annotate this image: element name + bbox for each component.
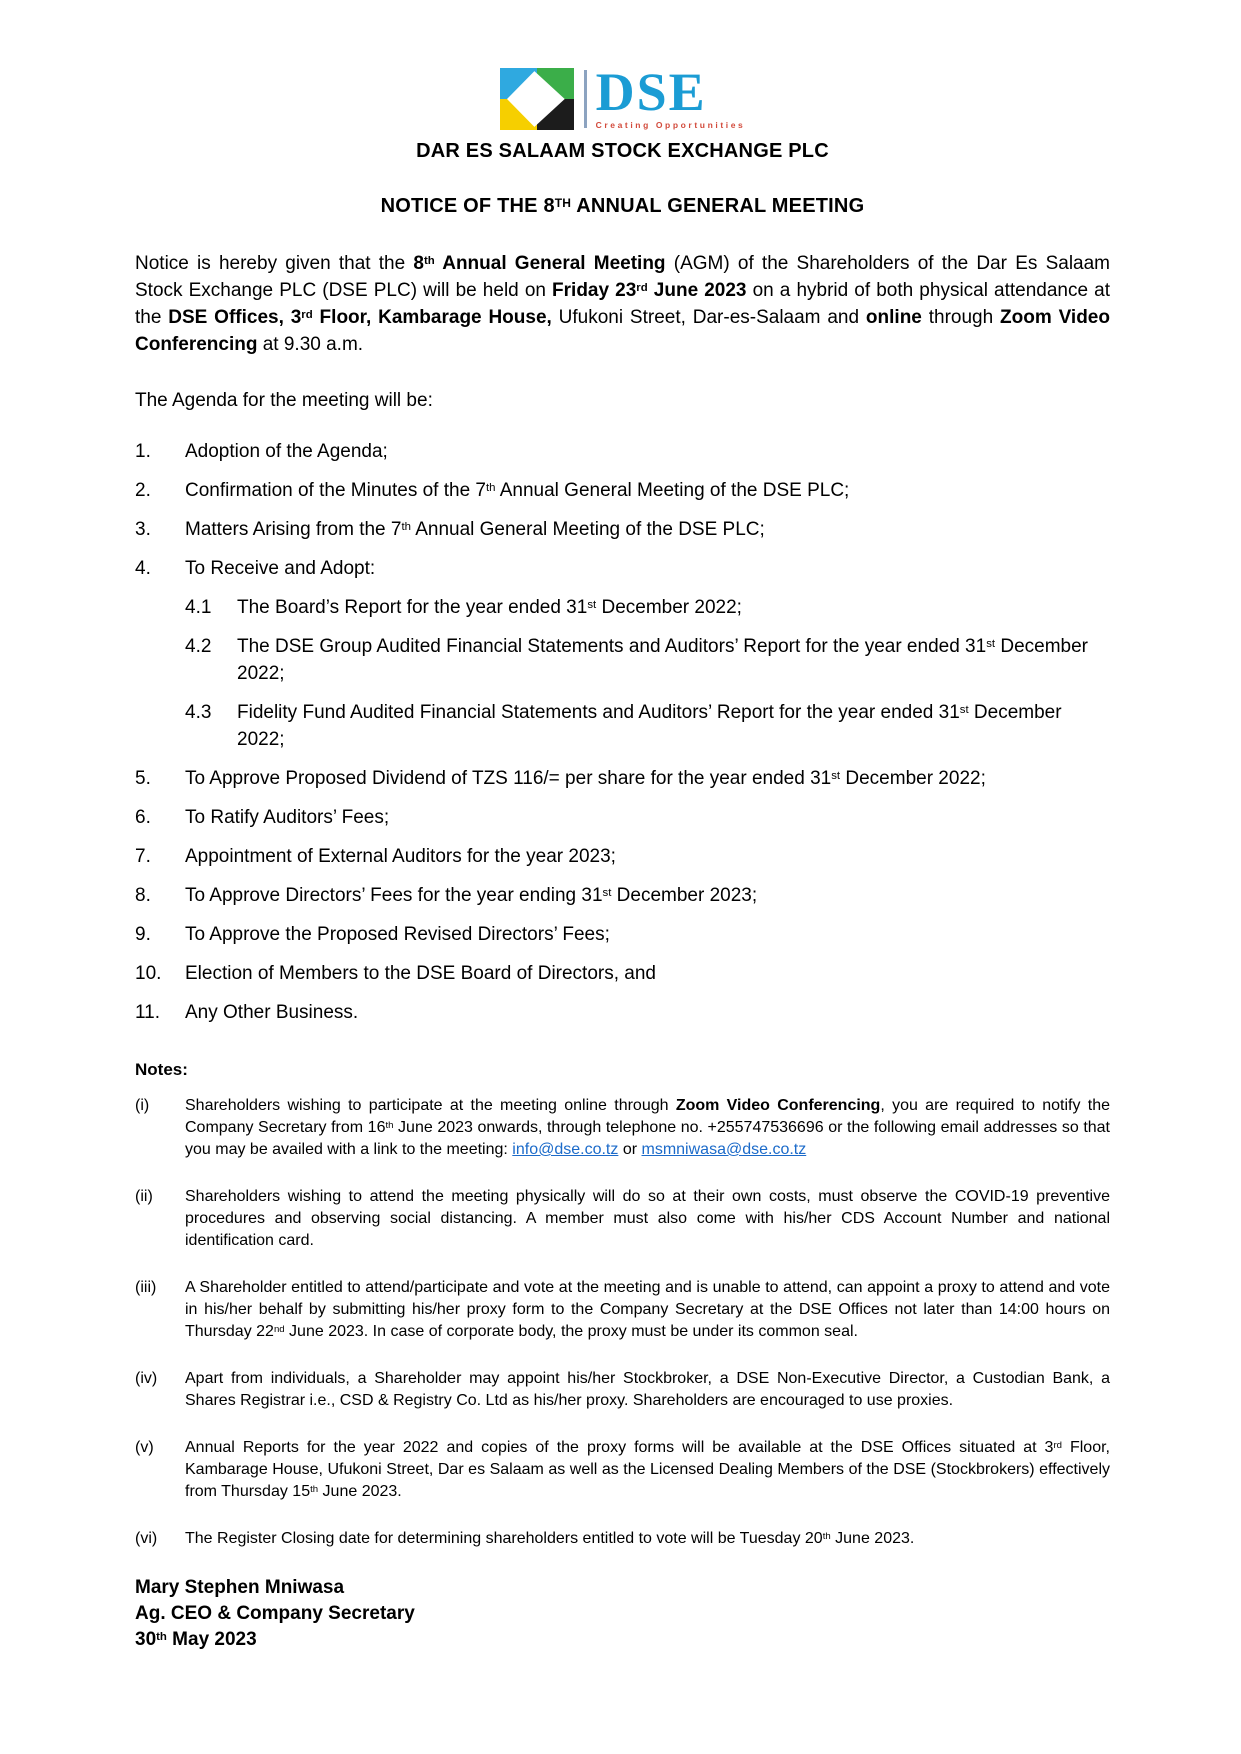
- text-segment: st: [602, 886, 612, 899]
- text-segment: December 2022;: [840, 768, 986, 789]
- text-segment: Appointment of External Auditors for the year 2023;: [185, 846, 616, 867]
- text-segment: Zoom Video Conferencing: [135, 307, 1110, 355]
- agenda-item-number: 2.: [135, 480, 151, 501]
- text-segment: June 2023: [647, 280, 747, 301]
- text-segment: Annual General Meeting of the DSE PLC;: [410, 519, 765, 540]
- text-segment: or: [618, 1141, 642, 1158]
- text-segment: st: [587, 598, 597, 611]
- text-segment: Adoption of the Agenda;: [185, 441, 388, 462]
- text-segment: Friday 23: [552, 280, 637, 301]
- agenda-item: [135, 921, 1110, 948]
- text-segment: June 2023.: [318, 1483, 402, 1500]
- text-segment: June 2023.: [830, 1530, 915, 1547]
- note-number: (vi): [135, 1530, 158, 1547]
- agenda-list: [135, 438, 1110, 1026]
- agenda-item-number: 6.: [135, 807, 151, 828]
- note-text: [185, 1095, 1110, 1161]
- agenda-item: [135, 516, 1110, 543]
- text-segment: th: [310, 1483, 319, 1495]
- text-segment: Annual Reports for the year 2022 and copies of the proxy forms will be available at the DSE Offices situated at 3: [185, 1439, 1054, 1456]
- text-segment: Election of Members to the DSE Board of Directors, and: [185, 963, 656, 984]
- agenda-item-text: [185, 804, 1110, 831]
- text-segment: Zoom Video Conferencing: [675, 1097, 881, 1114]
- text-segment: TH: [554, 195, 572, 210]
- text-segment: rd: [301, 308, 313, 321]
- text-segment: December 2022;: [237, 702, 1062, 750]
- text-segment: Shareholders wishing to participate at the meeting online through: [185, 1097, 676, 1114]
- text-segment: th: [401, 520, 411, 533]
- agenda-item: [135, 999, 1110, 1026]
- text-segment: th: [486, 481, 496, 494]
- text-segment: online: [865, 307, 922, 328]
- note-item: [135, 1437, 1110, 1503]
- agenda-item-text: [185, 516, 1110, 543]
- note-item: [135, 1277, 1110, 1343]
- agenda-sub-item-text: [237, 699, 1110, 753]
- text-segment: May 2023: [166, 1629, 257, 1650]
- dse-diamond-icon: [500, 68, 574, 130]
- text-segment: Notice is hereby given that the: [135, 253, 414, 274]
- text-segment: June 2023 onwards, through telephone no. +255747536696 or the following email addresses so that you may be availed with a link to the meeting:: [185, 1119, 1111, 1158]
- agenda-item: [135, 765, 1110, 792]
- text-segment: December 2022;: [237, 636, 1088, 684]
- agenda-sub-item-text: [237, 633, 1110, 687]
- email-link[interactable]: info@dse.co.tz: [512, 1141, 619, 1158]
- agenda-sub-item-number: 4.2: [185, 636, 212, 657]
- text-segment: rd: [1053, 1439, 1062, 1451]
- agenda-lead: The Agenda for the meeting will be:: [135, 390, 433, 411]
- agenda-sub-item-number: 4.3: [185, 702, 212, 723]
- text-segment: through: [921, 307, 1001, 328]
- text-segment: To Approve the Proposed Revised Directors’ Fees;: [185, 924, 610, 945]
- text-segment: th: [385, 1119, 394, 1131]
- text-segment: Ufukoni Street, Dar-es-Salaam and: [551, 307, 866, 328]
- agenda-item: [135, 477, 1110, 504]
- agenda-item-number: 9.: [135, 924, 151, 945]
- company-name: DAR ES SALAAM STOCK EXCHANGE PLC: [416, 140, 829, 162]
- agenda-item-text: [185, 960, 1110, 987]
- signature-block: [135, 1575, 1110, 1653]
- logo-separator: [584, 70, 587, 128]
- note-text: [185, 1186, 1110, 1252]
- agenda-item-text: [185, 843, 1110, 870]
- text-segment: Floor, Kambarage House,: [312, 307, 552, 328]
- agenda-item-number: 1.: [135, 441, 151, 462]
- notes-list: [135, 1095, 1110, 1550]
- agenda-sub-item-text: [237, 594, 1110, 621]
- agenda-item-text: [185, 882, 1110, 909]
- text-segment: DSE Offices, 3: [168, 307, 302, 328]
- agenda-item-text: [185, 555, 1110, 582]
- text-segment: th: [423, 254, 435, 267]
- agenda-item-text: [185, 921, 1110, 948]
- text-segment: To Approve Directors’ Fees for the year ending 31: [185, 885, 603, 906]
- text-segment: Annual General Meeting of the DSE PLC;: [495, 480, 850, 501]
- notice-title: [135, 195, 1110, 218]
- text-segment: 8: [413, 253, 424, 274]
- text-segment: Fidelity Fund Audited Financial Statements and Auditors’ Report for the year ended 31: [237, 702, 960, 723]
- text-segment: 30: [135, 1629, 157, 1650]
- text-segment: Confirmation of the Minutes of the 7: [185, 480, 486, 501]
- agenda-item: [135, 960, 1110, 987]
- text-segment: December 2022;: [596, 597, 742, 618]
- agenda-sub-item: [185, 633, 1110, 687]
- text-segment: December 2023;: [611, 885, 758, 906]
- text-segment: Matters Arising from the 7: [185, 519, 402, 540]
- signatory-title: Ag. CEO & Company Secretary: [135, 1603, 415, 1624]
- agenda-sub-item: [185, 699, 1110, 753]
- text-segment: ANNUAL GENERAL MEETING: [571, 195, 865, 217]
- signature-date: [135, 1627, 1110, 1653]
- text-segment: th: [156, 1630, 167, 1643]
- text-segment: st: [831, 769, 841, 782]
- agenda-item-number: 8.: [135, 885, 151, 906]
- text-segment: The DSE Group Audited Financial Statements and Auditors’ Report for the year ended 31: [237, 636, 987, 657]
- text-segment: Annual General Meeting: [434, 253, 666, 274]
- agenda-item: [135, 555, 1110, 582]
- note-text: [185, 1528, 1110, 1550]
- agenda-item-text: [185, 438, 1110, 465]
- agenda-item: [135, 882, 1110, 909]
- agenda-item-number: 7.: [135, 846, 151, 867]
- dse-tagline: Creating Opportunities: [595, 119, 746, 130]
- text-segment: , you are required to notify the Company Secretary from 16: [185, 1097, 1110, 1136]
- text-segment: Any Other Business.: [185, 1002, 359, 1023]
- email-link[interactable]: msmniwasa@dse.co.tz: [641, 1141, 807, 1158]
- dse-logo: [135, 62, 1110, 130]
- note-text: [185, 1437, 1110, 1503]
- agenda-item: [135, 438, 1110, 465]
- note-number: (i): [135, 1097, 150, 1114]
- agenda-item-number: 5.: [135, 768, 151, 789]
- text-segment: (AGM) of the Shareholders of the Dar Es Salaam Stock Exchange PLC (DSE PLC) will be held on: [135, 253, 1110, 301]
- text-segment: rd: [636, 281, 648, 294]
- text-segment: NOTICE OF THE 8: [380, 195, 555, 217]
- note-text: [185, 1368, 1110, 1412]
- text-segment: th: [822, 1530, 831, 1542]
- text-segment: st: [986, 637, 996, 650]
- agenda-item-number: 4.: [135, 558, 151, 579]
- note-item: [135, 1186, 1110, 1252]
- logo-text: [595, 62, 746, 130]
- agenda-item-text: [185, 477, 1110, 504]
- note-item: [135, 1528, 1110, 1550]
- agenda-item: [135, 804, 1110, 831]
- text-segment: at 9.30 a.m.: [257, 334, 364, 355]
- agenda-item: [135, 843, 1110, 870]
- agenda-sub-item: [185, 594, 1110, 621]
- text-segment: To Ratify Auditors’ Fees;: [185, 807, 390, 828]
- text-segment: Floor, Kambarage House, Ufukoni Street, Dar es Salaam as well as the Licensed Dealing Members of the DSE (Stockbrokers) effectively from Thursday 15: [185, 1439, 1110, 1500]
- text-segment: The Board’s Report for the year ended 31: [237, 597, 588, 618]
- text-segment: To Receive and Adopt:: [185, 558, 376, 579]
- agenda-sub-item-number: 4.1: [185, 597, 212, 618]
- note-text: [185, 1277, 1110, 1343]
- agenda-item-text: [185, 765, 1110, 792]
- text-segment: The Register Closing date for determining shareholders entitled to vote will be Tuesday 20: [185, 1530, 823, 1547]
- text-segment: st: [959, 703, 969, 716]
- dse-wordmark: DSE: [595, 62, 707, 123]
- agenda-item-number: 11.: [135, 1002, 161, 1023]
- text-segment: Shareholders wishing to attend the meeting physically will do so at their own costs, must observe the COVID-19 preventive procedures and observing social distancing. A member must also come with his/her CDS Account Number and national identification card.: [185, 1188, 1110, 1249]
- note-number: (v): [135, 1439, 154, 1456]
- text-segment: nd: [273, 1323, 285, 1335]
- agenda-item-text: [185, 999, 1110, 1026]
- text-segment: on a hybrid of both physical attendance at the: [135, 280, 1110, 328]
- signatory-name: Mary Stephen Mniwasa: [135, 1577, 345, 1598]
- text-segment: June 2023. In case of corporate body, the proxy must be under its common seal.: [284, 1323, 858, 1340]
- note-number: (iii): [135, 1279, 157, 1296]
- text-segment: To Approve Proposed Dividend of TZS 116/= per share for the year ended 31: [185, 768, 832, 789]
- text-segment: Apart from individuals, a Shareholder may appoint his/her Stockbroker, a DSE Non-Executive Director, a Custodian Bank, a Shares Registrar i.e., CSD & Registry Co. Ltd as his/her proxy. Shareholders are encouraged to use proxies.: [185, 1370, 1110, 1409]
- agenda-item-number: 10.: [135, 963, 162, 984]
- note-item: [135, 1095, 1110, 1161]
- note-item: [135, 1368, 1110, 1412]
- note-number: (iv): [135, 1370, 158, 1387]
- note-number: (ii): [135, 1188, 153, 1205]
- text-segment: A Shareholder entitled to attend/participate and vote at the meeting and is unable to attend, can appoint a proxy to attend and vote in his/her behalf by submitting his/her proxy form to the Company Secretary at the DSE Offices not later than 14:00 hours on Thursday 22: [185, 1279, 1110, 1340]
- agenda-item-number: 3.: [135, 519, 151, 540]
- intro-paragraph: [135, 250, 1110, 358]
- notes-heading: Notes:: [135, 1060, 188, 1079]
